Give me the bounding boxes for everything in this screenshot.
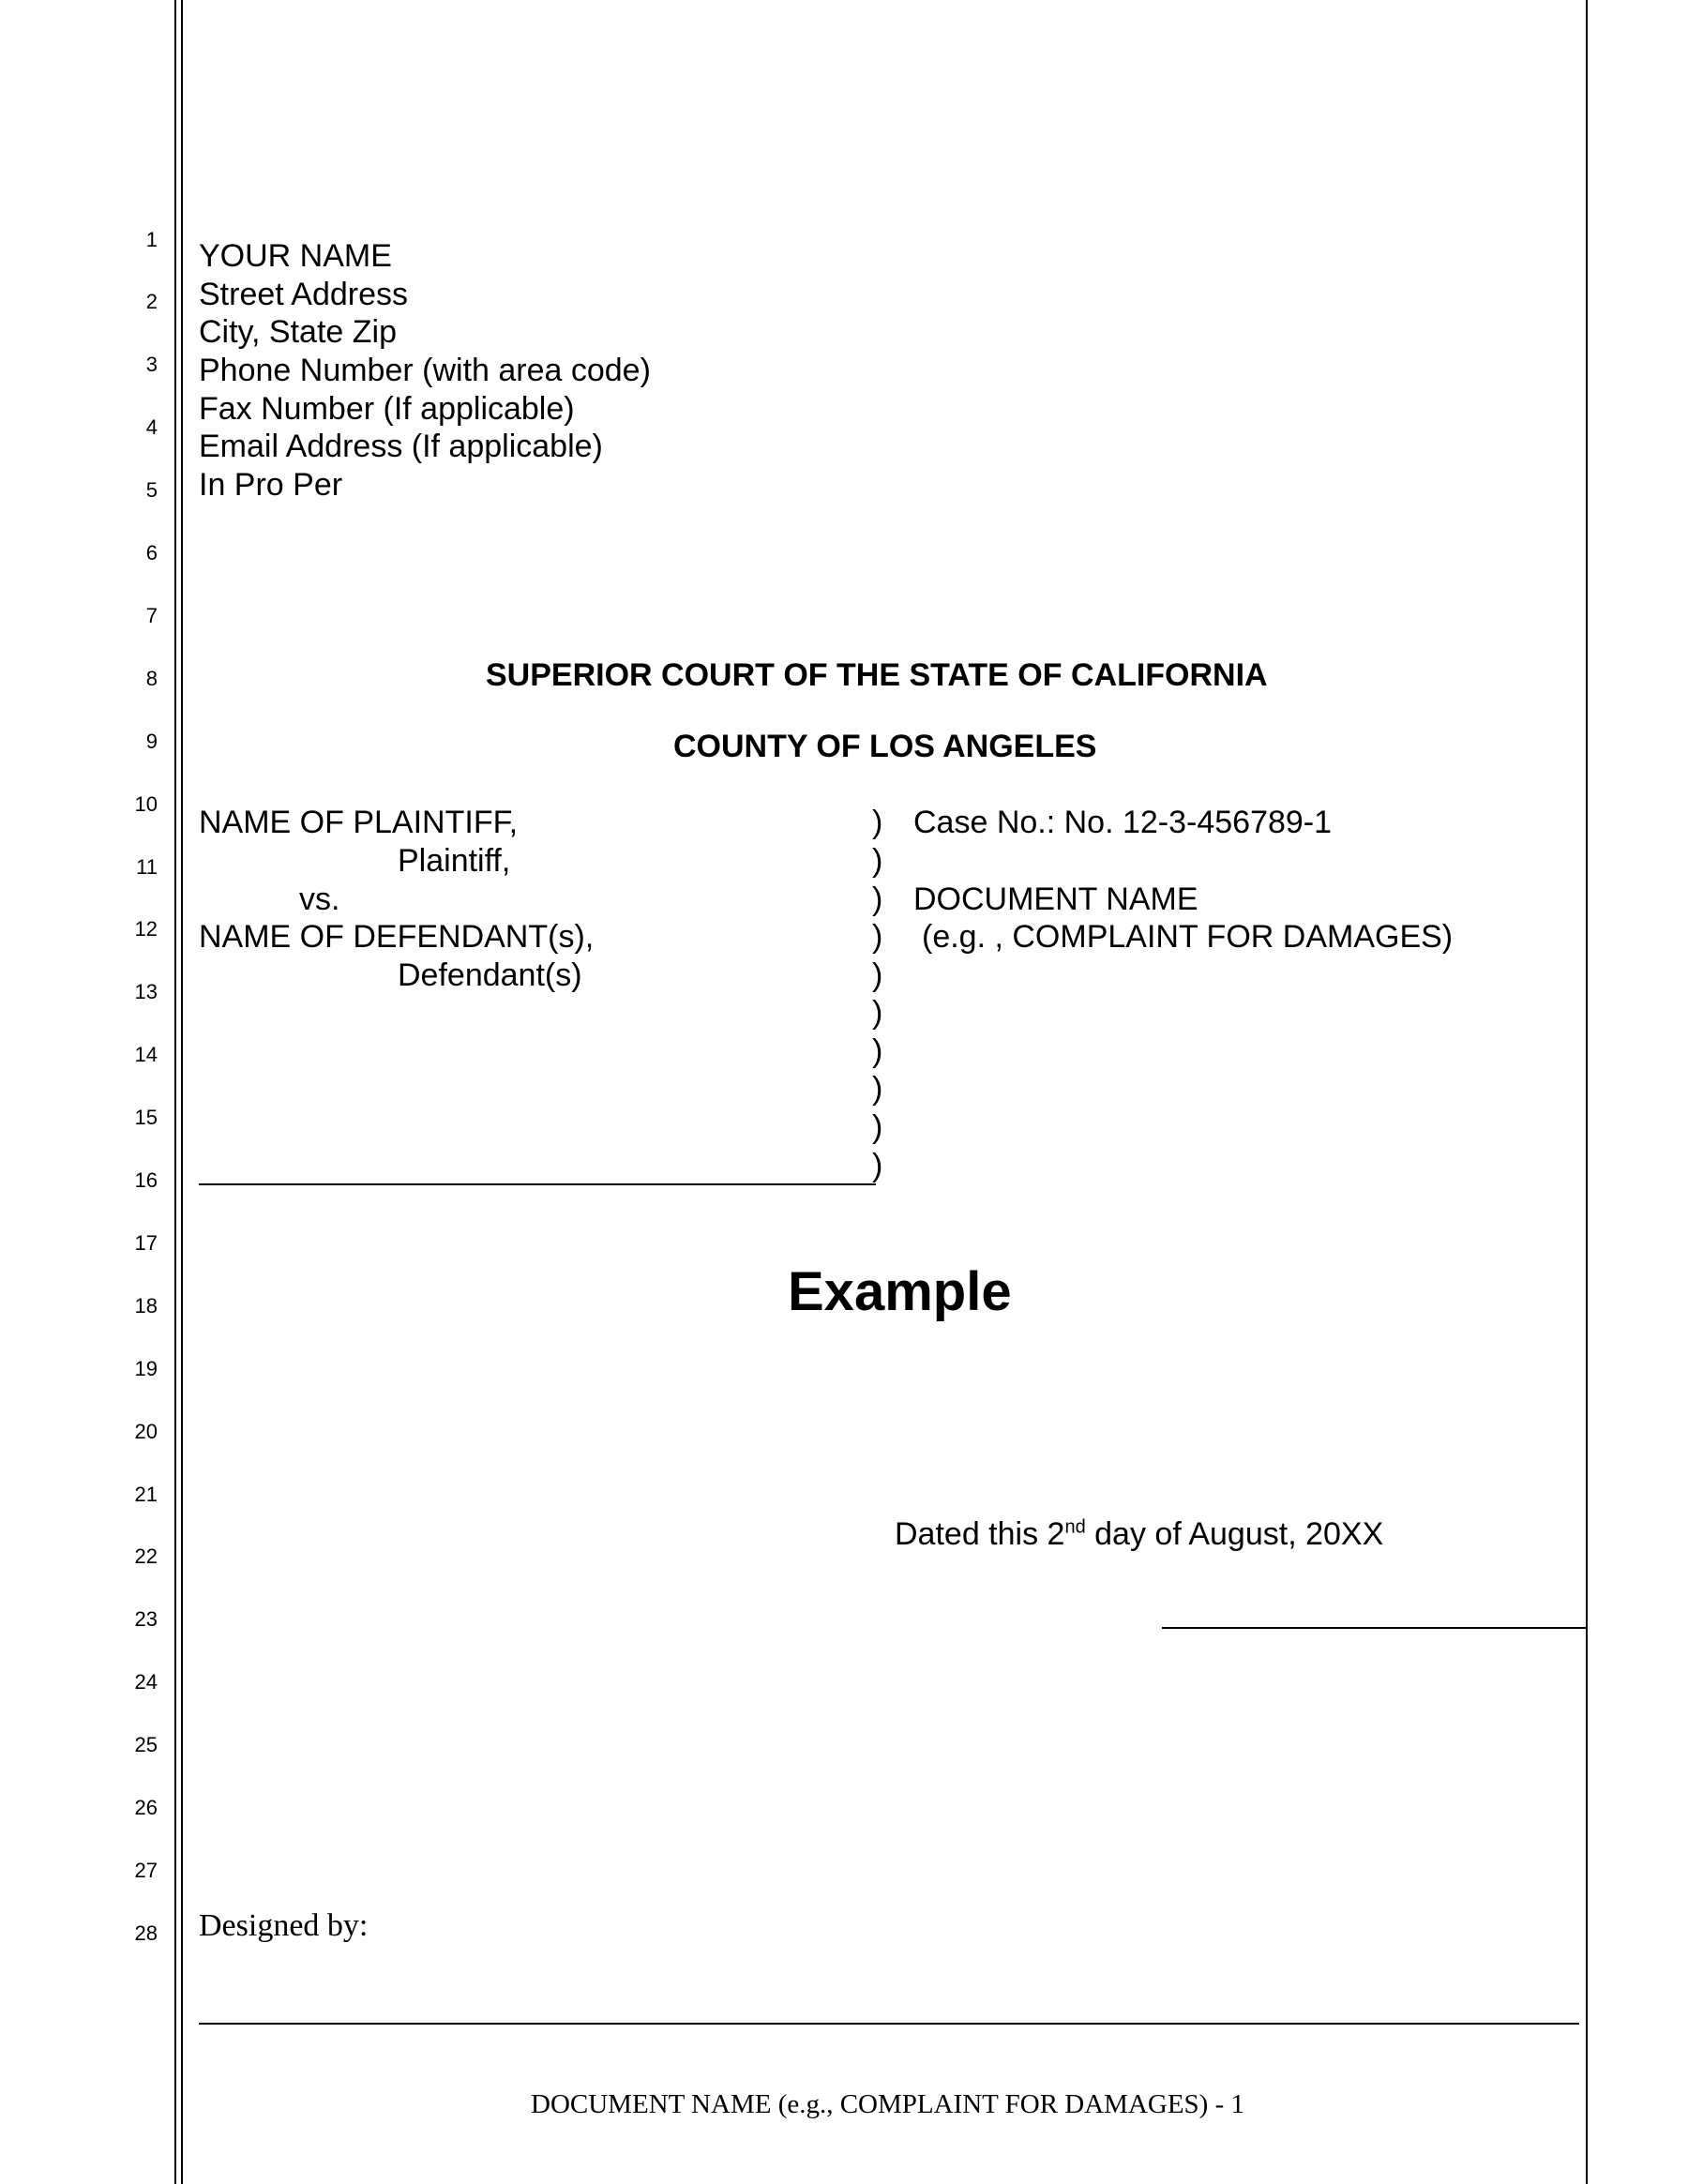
line-number: 22	[134, 1544, 158, 1568]
dated-ordinal: nd	[1064, 1516, 1086, 1538]
line-number: 8	[145, 667, 158, 690]
line-number: 25	[134, 1733, 158, 1756]
caption-paren: )	[872, 843, 883, 879]
signature-line	[1162, 1627, 1587, 1629]
line-number: 16	[134, 1168, 158, 1192]
caption-paren: )	[872, 1148, 883, 1183]
caption-paren: )	[872, 1071, 883, 1107]
caption-paren: )	[872, 881, 883, 917]
line-number: 14	[134, 1043, 158, 1066]
line-number: 12	[134, 917, 158, 941]
party-phone: Phone Number (with area code)	[199, 353, 651, 388]
line-number: 15	[134, 1106, 158, 1129]
line-number: 19	[134, 1357, 158, 1380]
line-number: 18	[134, 1294, 158, 1318]
court-title: SUPERIOR COURT OF THE STATE OF CALIFORNIA	[486, 657, 1268, 693]
party-fax: Fax Number (If applicable)	[199, 391, 575, 427]
party-city: City, State Zip	[199, 314, 397, 350]
designed-by: Designed by:	[199, 1908, 369, 1943]
left-margin-rule-inner	[181, 0, 183, 2184]
plaintiff-name: NAME OF PLAINTIFF,	[199, 805, 519, 840]
footer-text: DOCUMENT NAME (e.g., COMPLAINT FOR DAMAGES) - 1	[531, 2089, 1244, 2119]
line-number: 26	[134, 1796, 158, 1819]
caption-paren: )	[872, 1033, 883, 1069]
party-street: Street Address	[199, 277, 409, 312]
line-number: 7	[145, 604, 158, 627]
line-number: 3	[145, 353, 158, 376]
defendant-name: NAME OF DEFENDANT(s),	[199, 919, 595, 955]
court-county: COUNTY OF LOS ANGELES	[673, 729, 1097, 764]
caption-paren: )	[872, 919, 883, 955]
line-number: 10	[134, 792, 158, 816]
case-number: Case No.: No. 12-3-456789-1	[913, 805, 1333, 840]
caption-paren: )	[872, 995, 883, 1031]
line-number: 9	[145, 730, 158, 753]
dated-prefix: Dated this 2	[895, 1516, 1065, 1552]
right-margin-rule	[1586, 0, 1588, 2184]
line-number: 11	[136, 855, 158, 879]
line-number: 6	[145, 541, 158, 565]
caption-paren: )	[872, 1109, 883, 1145]
document-name: DOCUMENT NAME	[913, 881, 1198, 917]
line-number: 28	[134, 1921, 158, 1945]
line-number: 20	[134, 1420, 158, 1443]
line-number: 1	[145, 228, 158, 251]
dated-line	[895, 1515, 1383, 1553]
dated-suffix: day of August, 20XX	[1085, 1516, 1384, 1552]
line-number: 13	[134, 980, 158, 1003]
body-heading: Example	[788, 1261, 1012, 1322]
plaintiff-role: Plaintiff,	[398, 843, 511, 879]
versus-label: vs.	[299, 881, 340, 917]
line-number: 5	[145, 478, 158, 502]
line-number: 21	[134, 1483, 158, 1506]
caption-paren: )	[872, 957, 883, 993]
line-number: 23	[134, 1607, 158, 1631]
party-status: In Pro Per	[199, 467, 343, 503]
line-number: 27	[134, 1859, 158, 1882]
line-number: 17	[134, 1231, 158, 1255]
defendant-role: Defendant(s)	[398, 957, 582, 993]
left-margin-rule-outer	[174, 0, 176, 2184]
party-email: Email Address (If applicable)	[199, 429, 603, 464]
party-name: YOUR NAME	[199, 238, 392, 274]
document-example: (e.g. , COMPLAINT FOR DAMAGES)	[922, 919, 1454, 955]
line-number: 24	[134, 1670, 158, 1694]
line-number: 4	[145, 415, 158, 439]
caption-underline	[199, 1183, 876, 1185]
caption-paren: )	[872, 805, 883, 840]
line-number: 2	[145, 290, 158, 313]
footer-rule	[199, 2023, 1579, 2025]
